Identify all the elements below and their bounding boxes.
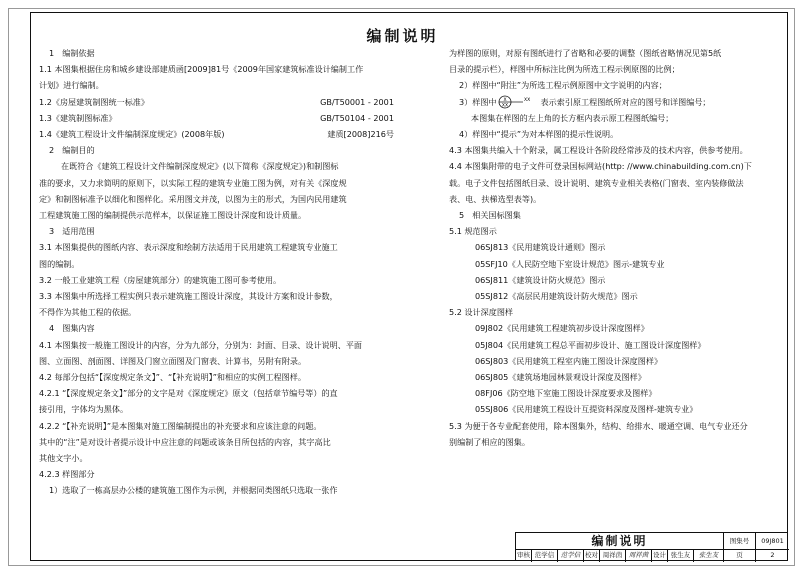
paragraph-line: 4.2.3 样图部分	[39, 469, 95, 480]
index-symbol-icon	[497, 95, 541, 109]
sample-symbol-line	[449, 94, 784, 110]
atlas-list-item: 05SJ812《高层民用建筑设计防火规范》图示	[475, 291, 638, 302]
paragraph-line: 1.1 本图集根据住房和城乡建设部建质函[2009]81号《2009年国家建筑标准设计编制工作	[39, 64, 364, 75]
paragraph-line: 4.2.2 “【补充说明】”是本图集对施工图编制提出的补充要求和应该注意的问题。	[39, 420, 322, 431]
section-heading: 2 编制目的	[49, 145, 95, 156]
reference-row	[39, 94, 414, 110]
paragraph-line: 图、立面图、剖面图、详图及门窗立面图及门窗表、计算书，另附有附录。	[39, 355, 307, 366]
left-column	[39, 45, 414, 499]
index-symbol-top: X	[502, 98, 507, 104]
paragraph-line: 为样图的原则，对原有图纸进行了省略和必要的调整（图纸省略情况见第5纸	[449, 48, 722, 58]
paragraph-line: 其他文字小。	[39, 453, 88, 464]
paragraph-line: 5.2 设计深度图样	[449, 307, 514, 318]
title-block	[515, 532, 788, 561]
list-item: 4）样图中“提示”为对本样图的提示性说明。	[459, 129, 619, 140]
review-label: 审核	[516, 550, 532, 562]
paragraph-line: 定》和制图标准予以细化和图样化。采用图文并茂，以图为主的形式，为国内民用建筑	[39, 193, 347, 204]
paragraph-line: 5.1 规范图示	[449, 226, 497, 237]
reviewer-signature: 范学信	[558, 550, 584, 562]
paragraph-line: 本图集在样图的左上角的长方框内表示原工程图纸编号；	[471, 112, 674, 123]
atlas-list-item: 06SJ803《民用建筑工程室内施工图设计深度图样》	[475, 355, 663, 366]
design-label: 设计	[652, 550, 668, 562]
paragraph-line: 3.3 本图集中所选择工程实例只表示建筑施工图设计深度，其设计方案和设计参数，	[39, 291, 338, 302]
paragraph-line: 计划》进行编制。	[39, 80, 104, 91]
reference-title: 1.3《建筑制图标准》	[39, 112, 117, 123]
paragraph-line: 别编制了相应的图集。	[449, 436, 530, 447]
paragraph-line: 3.2 一般工业建筑工程（房屋建筑部分）的建筑施工图可参考使用。	[39, 274, 282, 285]
paragraph-line: 3.1 本图集提供的图纸内容、表示深度和绘制方法适用于民用建筑工程建筑专业施工	[39, 242, 338, 253]
designer-signature: 张生友	[694, 550, 724, 562]
reference-code: 建质[2008]216号	[327, 129, 394, 140]
atlas-list-item: 05SFJ10《人民防空地下室设计规范》图示-建筑专业	[475, 258, 665, 269]
checker-signature: 周祥茵	[626, 550, 652, 562]
atlas-list-item: 09J802《民用建筑工程建筑初步设计深度图样》	[475, 323, 649, 334]
reviewer-name: 范学信	[532, 550, 558, 562]
atlas-list-item: 06SJ811《建筑设计防火规范》图示	[475, 274, 606, 285]
list-item: 1）选取了一栋高层办公楼的建筑施工图作为示例，并根据同类图纸只选取一张作	[49, 485, 338, 496]
section-heading: 3 适用范围	[49, 226, 95, 237]
reference-row	[39, 110, 414, 126]
reference-code: GB/T50104 - 2001	[320, 112, 394, 123]
check-label: 校对	[584, 550, 600, 562]
sample-line-suffix: 表示索引原工程图纸所对应的图号和详图编号；	[540, 96, 711, 107]
paragraph-line: 4.4 本图集附带的电子文件可登录国标网站(http: //www.chinabuilding.com.cn)下	[449, 161, 752, 172]
paragraph-line: 准的要求，又力求简明的原则下，以实际工程的建筑专业施工图为例，对有关《深度规	[39, 177, 347, 188]
paragraph-line: 目录的提示栏），样图中所标注比例为所选工程示例原图的比例；	[449, 64, 680, 75]
paragraph-line: 图的编制。	[39, 258, 80, 269]
section-heading: 5 相关国标图集	[459, 210, 521, 221]
atlas-list-item: 05SJ806《民用建筑工程设计互提资料深度及图样-建筑专业》	[475, 404, 698, 415]
checker-name: 周祥茵	[600, 550, 626, 562]
paragraph-line: 4.2 每部分包括“【深度规定条文】”、“【补充说明】”和相应的实例工程图样。	[39, 372, 306, 383]
paragraph-line: 4.2.1 “【深度规定条文】”部分的文字是对《深度规定》原文（包括章节编号等）的直	[39, 388, 338, 399]
paragraph-line: 5.3 为便于各专业配套使用，除本图集外，结构、给排水、暖通空调、电气专业还分	[449, 420, 748, 431]
atlas-list-item: 08FJ06《防空地下室施工图设计深度要求及图样》	[475, 388, 657, 399]
paragraph-line: 工程建筑施工图的编制提供示范样本，以保证施工图设计深度和设计质量。	[39, 210, 307, 221]
paragraph-line: 接引用，字体均为黑体。	[39, 404, 129, 415]
reference-title: 1.2《房屋建筑制图统一标准》	[39, 96, 149, 107]
atlas-list-item: 06SJ805《建筑场地园林景观设计深度及图样》	[475, 372, 646, 383]
index-symbol-bottom: XX	[501, 103, 508, 109]
reference-title: 1.4《建筑工程设计文件编制深度规定》(2008年版)	[39, 129, 225, 140]
paragraph-line: 表、电、扶梯选型表等)。	[449, 193, 542, 204]
page-number: 2	[770, 551, 775, 559]
reference-row	[39, 126, 414, 142]
paragraph-line: 4.3 本图集共编入十个附录，属工程设计各阶段经常涉及的技术内容，供参考使用。	[449, 145, 748, 156]
sample-line-prefix: 3）样图中	[459, 96, 497, 107]
paragraph-line: 4.1 本图集按一般施工图设计的内容，分为九部分，分别为：封面、目录、设计说明、平面	[39, 339, 363, 350]
paragraph-line: 其中的“注”是对设计者提示设计中应注意的问题或该条目所包括的内容，其字高比	[39, 436, 331, 447]
paragraph-line: 不得作为其他工程的依据。	[39, 307, 137, 318]
approval-row	[516, 550, 789, 562]
atlas-list-item: 05J804《民用建筑工程总平面初步设计、施工图设计深度图样》	[475, 339, 706, 350]
page-label: 页	[724, 550, 756, 562]
list-item: 2）样图中“附注”为所选工程示例原图中文字说明的内容；	[459, 80, 667, 91]
title-block-name: 编制说明	[516, 533, 724, 550]
reference-code: GB/T50001 - 2001	[320, 96, 394, 107]
section-heading: 4 图集内容	[49, 323, 95, 334]
atlas-list-item: 06SJ813《民用建筑设计通则》图示	[475, 242, 606, 253]
section-heading: 1 编制依据	[49, 48, 95, 58]
page-title: 编制说明	[366, 27, 439, 45]
designer-name: 张生友	[668, 550, 694, 562]
right-column	[449, 45, 784, 450]
index-symbol-tag: XX	[523, 98, 530, 104]
atlas-number-value: 09J801	[756, 533, 789, 550]
atlas-number-label: 图集号	[724, 533, 756, 550]
paragraph-line: 载。电子文件包括图纸目录、设计说明、建筑专业相关表格(门窗表、室内装修做法	[449, 177, 744, 188]
paragraph-line: 在既符合《建筑工程设计文件编制深度规定》(以下简称《深度规定》)和制图标	[61, 161, 339, 172]
